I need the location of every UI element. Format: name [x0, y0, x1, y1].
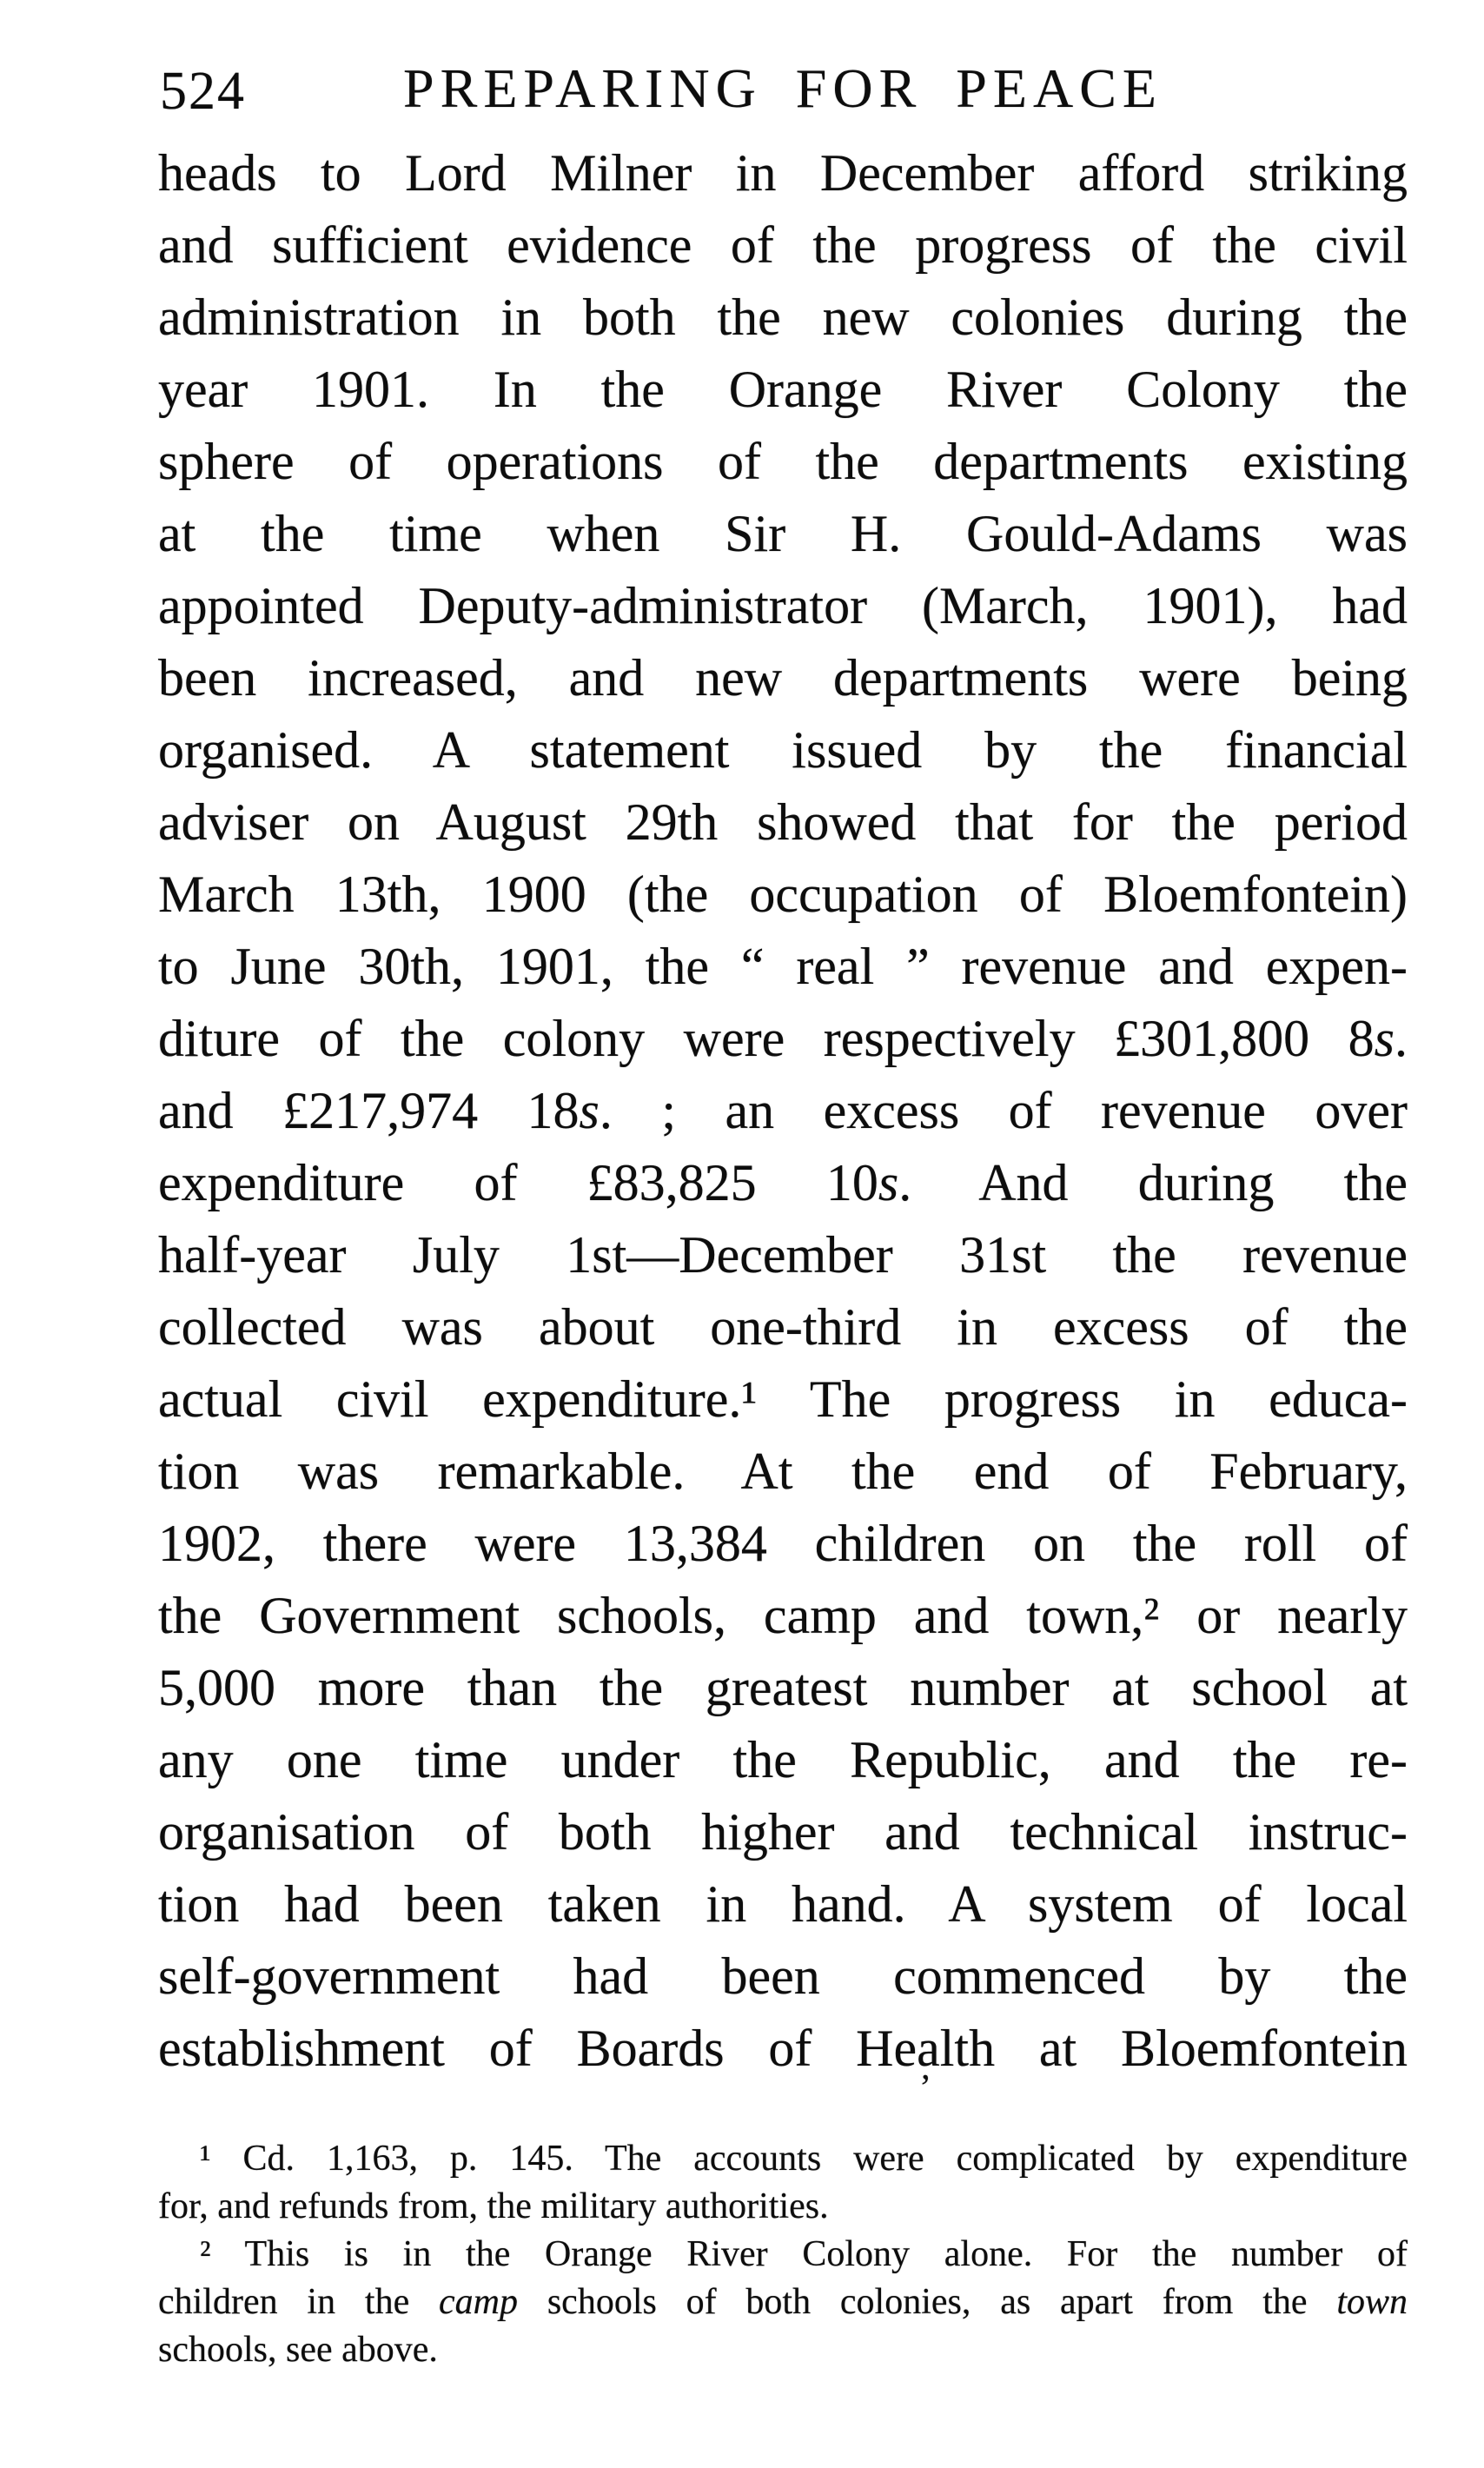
body-line — [158, 1941, 1408, 2013]
body-line — [158, 1003, 1408, 1075]
body-line — [158, 354, 1408, 426]
text-segment: administration in both the new colonies during the — [158, 289, 1408, 346]
text-segment: expenditure of £83,825 10 — [158, 1154, 878, 1211]
body-line — [158, 642, 1408, 714]
text-segment: for, and refunds from, the military authorities. — [158, 2186, 829, 2226]
text-segment: . And during the — [898, 1154, 1408, 1211]
body-line — [158, 931, 1408, 1003]
text-segment: ¹ Cd. 1,163, p. 145. The accounts were complicated by expenditure — [200, 2139, 1408, 2179]
italic-text-segment: s — [878, 1154, 899, 1211]
body-line — [158, 1580, 1408, 1652]
text-segment: organisation of both higher and technical instruc- — [158, 1803, 1408, 1861]
body-line — [158, 786, 1408, 859]
text-segment: tion was remarkable. At the end of February, — [158, 1443, 1408, 1500]
text-segment: sphere of operations of the departments existing — [158, 433, 1408, 490]
body-line — [158, 2013, 1408, 2085]
body-line — [158, 137, 1408, 209]
text-segment: 5,000 more than the greatest number at school at — [158, 1659, 1408, 1716]
body-line — [158, 1075, 1408, 1147]
text-segment: and £217,974 18 — [158, 1082, 580, 1139]
italic-text-segment: town — [1336, 2282, 1408, 2322]
footnotes-block — [158, 2135, 1408, 2374]
text-segment: March 13th, 1900 (the occupation of Bloemfontein) — [158, 866, 1408, 923]
text-segment: tion had been taken in hand. A system of local — [158, 1875, 1408, 1933]
text-segment: . — [1395, 1010, 1408, 1067]
text-segment: . ; an excess of revenue over — [599, 1082, 1408, 1139]
body-line — [158, 1363, 1408, 1436]
body-text — [158, 137, 1408, 2085]
text-segment: been increased, and new departments were being — [158, 649, 1408, 707]
text-segment: organised. A statement issued by the financial — [158, 721, 1408, 779]
text-segment: actual civil expenditure.¹ The progress in educa- — [158, 1370, 1408, 1428]
body-line — [158, 282, 1408, 354]
text-segment: children in the — [158, 2282, 440, 2322]
text-segment: heads to Lord Milner in December afford striking — [158, 144, 1408, 202]
footnote-line — [158, 2326, 1408, 2374]
body-line — [158, 1291, 1408, 1363]
text-segment: year 1901. In the Orange River Colony the — [158, 361, 1408, 418]
text-segment: schools of both colonies, as apart from the — [518, 2282, 1337, 2322]
body-line — [158, 1508, 1408, 1580]
footnote-line — [158, 2231, 1408, 2279]
text-segment: any one time under the Republic, and the re- — [158, 1731, 1408, 1788]
footnote-line — [158, 2135, 1408, 2183]
running-title: PREPARING FOR PEACE — [403, 57, 1163, 119]
text-segment: and sufficient evidence of the progress of the civil — [158, 216, 1408, 274]
text-segment: collected was about one-third in excess of the — [158, 1298, 1408, 1356]
body-line — [158, 570, 1408, 642]
body-line — [158, 426, 1408, 498]
body-line — [158, 1724, 1408, 1796]
ink-speck-artifact: ’ — [919, 2068, 931, 2108]
italic-text-segment: s — [1374, 1010, 1395, 1067]
text-segment: half-year July 1st—December 31st the revenue — [158, 1226, 1408, 1284]
footnote-line — [158, 2183, 1408, 2231]
text-segment: appointed Deputy-administrator (March, 1901), had — [158, 577, 1408, 634]
body-line — [158, 209, 1408, 282]
body-line — [158, 1219, 1408, 1291]
body-line — [158, 1436, 1408, 1508]
text-segment: diture of the colony were respectively £301,800 8 — [158, 1010, 1375, 1067]
text-segment: at the time when Sir H. Gould-Adams was — [158, 505, 1408, 562]
text-segment: self-government had been commenced by the — [158, 1947, 1408, 2005]
italic-text-segment: camp — [439, 2282, 519, 2322]
text-segment: 1902, there were 13,384 children on the roll of — [158, 1515, 1408, 1572]
body-line — [158, 498, 1408, 570]
page-number: 524 — [160, 62, 246, 121]
text-segment: establishment of Boards of Health at Bloemfontein — [158, 2020, 1408, 2077]
text-segment: adviser on August 29th showed that for the period — [158, 793, 1408, 851]
text-segment: the Government schools, camp and town,² or nearly — [158, 1587, 1408, 1644]
body-line — [158, 1147, 1408, 1219]
running-header — [158, 57, 1408, 121]
text-segment: ² This is in the Orange River Colony alone. For the number of — [200, 2234, 1408, 2274]
body-line — [158, 1652, 1408, 1724]
text-segment: schools, see above. — [158, 2330, 438, 2370]
italic-text-segment: s — [579, 1082, 600, 1139]
body-line — [158, 714, 1408, 786]
body-line — [158, 1796, 1408, 1868]
text-segment: to June 30th, 1901, the “ real ” revenue and expen- — [158, 938, 1408, 995]
body-line — [158, 1868, 1408, 1941]
body-line — [158, 859, 1408, 931]
footnote-line — [158, 2279, 1408, 2326]
